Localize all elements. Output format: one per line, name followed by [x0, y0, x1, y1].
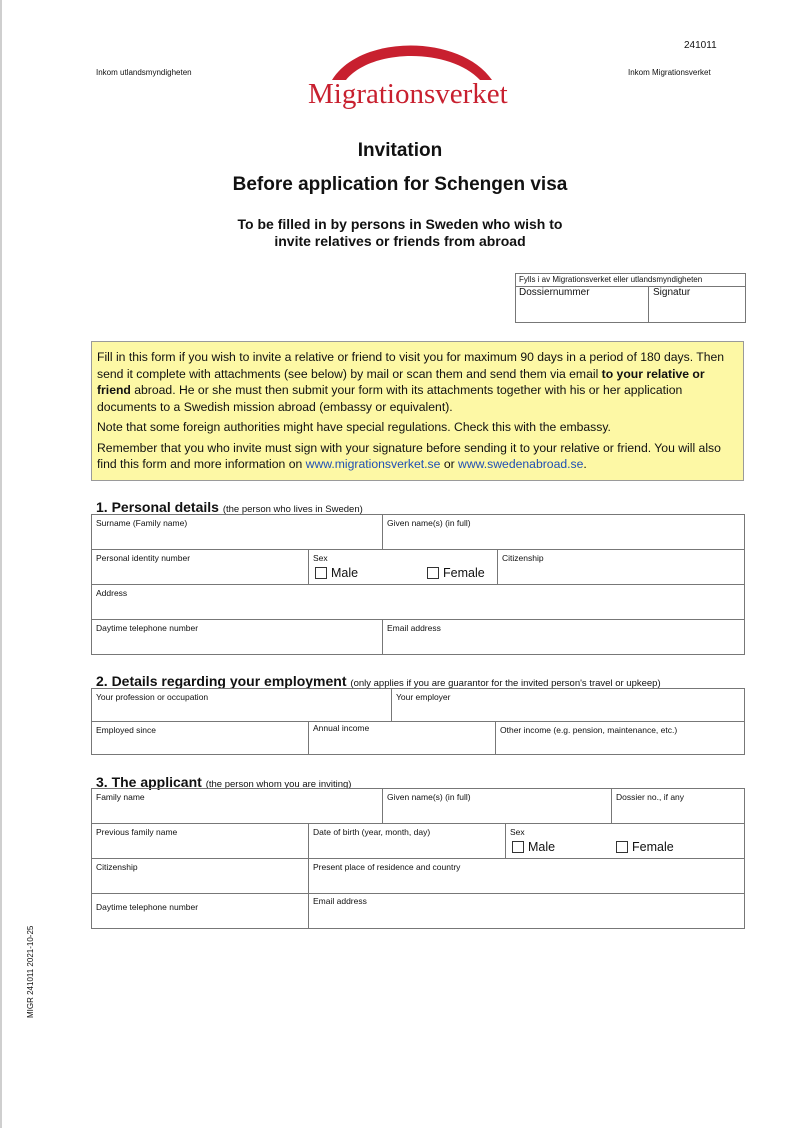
- form-code-vertical: MIGR 241011 2021-10-25: [26, 925, 35, 1018]
- applicant-phone-label: Daytime telephone number: [96, 902, 199, 912]
- applicant-email-label: Email address: [313, 896, 367, 906]
- date-of-birth-field[interactable]: [309, 824, 506, 859]
- annual-income-label: Annual income: [313, 723, 370, 733]
- instructions-bold-text: to your relative or friend: [97, 366, 705, 397]
- sex-label: Sex: [313, 553, 328, 563]
- male-checkbox[interactable]: [315, 567, 327, 579]
- male-option[interactable]: [315, 566, 358, 580]
- address-field[interactable]: [92, 585, 745, 620]
- section-3-note: (the person whom you are inviting): [205, 779, 352, 790]
- applicant-sex-label: Sex: [510, 827, 525, 837]
- date-of-birth-label: Date of birth (year, month, day): [313, 827, 431, 837]
- page-edge: [0, 0, 2, 1128]
- surname-field[interactable]: [92, 515, 383, 550]
- personal-identity-number-field[interactable]: [92, 550, 309, 585]
- migrationsverket-logo: [300, 36, 520, 114]
- profession-field[interactable]: [92, 689, 392, 722]
- phone-label: Daytime telephone number: [96, 623, 199, 633]
- female-option[interactable]: [427, 566, 485, 580]
- employment-table: [91, 688, 745, 755]
- page-title: Invitation: [357, 140, 443, 161]
- applicant-phone-field[interactable]: [92, 894, 309, 929]
- signature-field[interactable]: [649, 286, 745, 322]
- stamp-label-right: Inkom Migrationsverket: [628, 68, 711, 77]
- section-1-note: (the person who lives in Sweden): [222, 504, 363, 515]
- applicant-male-checkbox[interactable]: [512, 841, 524, 853]
- female-checkbox[interactable]: [427, 567, 439, 579]
- family-name-label: Family name: [96, 792, 145, 802]
- citizenship-field[interactable]: [498, 550, 745, 585]
- dossier-number-field[interactable]: [516, 286, 649, 322]
- instructions-paragraph-3: [97, 440, 738, 473]
- profession-label: Your profession or occupation: [96, 692, 209, 702]
- instructions-box: [91, 341, 744, 481]
- applicant-citizenship-field[interactable]: [92, 859, 309, 894]
- section-2-note: (only applies if you are guarantor for the invited person's travel or upkeep): [350, 678, 661, 689]
- applicant-citizenship-label: Citizenship: [96, 862, 138, 872]
- instructions-text: .: [583, 457, 587, 471]
- section-3-heading: 3. The applicant: [96, 774, 202, 790]
- swedenabroad-link[interactable]: www.swedenabroad.se: [458, 457, 584, 471]
- section-1-title: [96, 499, 363, 515]
- section-2-title: [96, 673, 661, 689]
- page-subtitle: Before application for Schengen visa: [232, 174, 568, 195]
- male-label: Male: [331, 566, 359, 580]
- section-2-heading: 2. Details regarding your employment: [96, 673, 347, 689]
- applicant-female-label: Female: [632, 840, 674, 854]
- employer-field[interactable]: [392, 689, 745, 722]
- office-use-header: Fylls i av Migrationsverket eller utlandsmyndigheten: [516, 274, 745, 287]
- instructions-paragraph-2: Note that some foreign authorities might have special regulations. Check this with the embassy.: [97, 420, 611, 434]
- other-income-field[interactable]: [496, 722, 745, 755]
- employed-since-field[interactable]: [92, 722, 309, 755]
- applicant-given-name-field[interactable]: [383, 789, 612, 824]
- dossier-no-field[interactable]: [612, 789, 745, 824]
- migrationsverket-link[interactable]: www.migrationsverket.se: [305, 457, 441, 471]
- applicant-sex-field: [506, 824, 745, 859]
- instructions-paragraph-1: [97, 349, 738, 415]
- pin-label: Personal identity number: [96, 553, 191, 563]
- applicant-female-checkbox[interactable]: [616, 841, 628, 853]
- instructions-text: Remember that you who invite must sign with your signature before sending it to your relative or friend. You will also find this form and more information on: [97, 440, 721, 471]
- intro-line-1: To be filled in by persons in Sweden who wish to: [237, 216, 563, 232]
- logo-text: Migrationsverket: [308, 78, 508, 110]
- given-name-label: Given name(s) (in full): [387, 518, 471, 528]
- stamp-label-left: Inkom utlandsmyndigheten: [96, 68, 192, 77]
- applicant-male-label: Male: [528, 840, 556, 854]
- residence-field[interactable]: [309, 859, 745, 894]
- female-label: Female: [443, 566, 485, 580]
- daytime-phone-field[interactable]: [92, 620, 383, 655]
- dossier-no-label: Dossier no., if any: [616, 792, 685, 802]
- applicant-email-field[interactable]: [309, 894, 745, 929]
- previous-family-name-field[interactable]: [92, 824, 309, 859]
- form-number: 241011: [684, 40, 717, 51]
- previous-family-name-label: Previous family name: [96, 827, 178, 837]
- signature-label: Signatur: [653, 287, 691, 298]
- logo-arc-icon: [300, 36, 520, 84]
- applicant-given-name-label: Given name(s) (in full): [387, 792, 471, 802]
- residence-label: Present place of residence and country: [313, 862, 461, 872]
- annual-income-field[interactable]: [309, 722, 496, 755]
- section-1-heading: 1. Personal details: [96, 499, 219, 515]
- citizenship-label: Citizenship: [502, 553, 544, 563]
- address-label: Address: [96, 588, 128, 598]
- applicant-female-option[interactable]: [616, 840, 674, 854]
- instructions-text: abroad. He or she must then submit your form with its attachments together with his or her application documents to a Swedish mission abroad (embassy or equivalent).: [97, 383, 683, 414]
- dossier-number-label: Dossiernummer: [519, 287, 590, 298]
- instructions-text: Fill in this form if you wish to invite a relative or friend to visit you for maximum 90 days in a period of 180 days. Then send it complete with attachments (see below) by mail or scan them and send them via email: [97, 350, 725, 381]
- sex-field: [309, 550, 498, 585]
- other-income-label: Other income (e.g. pension, maintenance, etc.): [500, 725, 678, 735]
- office-use-box: [515, 273, 746, 323]
- surname-label: Surname (Family name): [96, 518, 188, 528]
- email-label: Email address: [387, 623, 441, 633]
- given-name-field[interactable]: [383, 515, 745, 550]
- email-field[interactable]: [383, 620, 745, 655]
- instructions-text: or: [440, 457, 459, 471]
- applicant-table: [91, 788, 745, 929]
- employer-label: Your employer: [396, 692, 451, 702]
- intro-line-2: invite relatives or friends from abroad: [274, 233, 526, 249]
- family-name-field[interactable]: [92, 789, 383, 824]
- personal-details-table: [91, 514, 745, 655]
- applicant-male-option[interactable]: [512, 840, 555, 854]
- employed-since-label: Employed since: [96, 725, 157, 735]
